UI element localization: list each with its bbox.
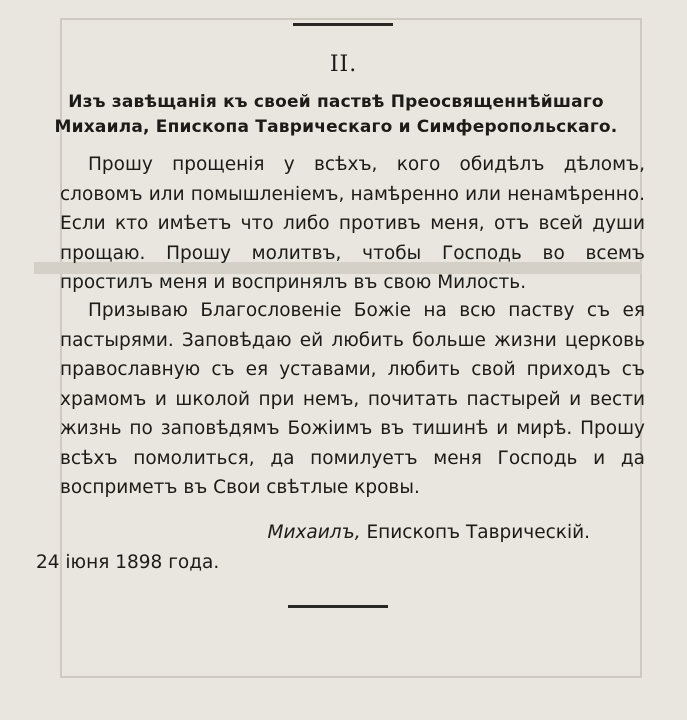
- section-number: II.: [329, 52, 358, 77]
- signature-line: [0, 522, 590, 543]
- bottom-divider-rule: [288, 605, 388, 608]
- paragraph-forgiveness: Прошу прощенія у всѣхъ, кого обидѣлъ дѣломъ, словомъ или помышленіемъ, намѣренно или ненамѣренно. Если кто имѣетъ что либо противъ меня, отъ всей души прощаю. Прошу молитвъ, чтобы Господь во всемъ простилъ меня и воспринялъ въ свою Милость.: [60, 154, 645, 293]
- signature-name: Михаилъ,: [267, 522, 361, 543]
- section-heading: Изъ завѣщанія къ своей паствѣ Преосвященнѣйшаго Михаила, Епископа Таврическаго и Симферопольскаго.: [54, 92, 618, 137]
- document-date: 24 іюня 1898 года.: [36, 552, 220, 573]
- paragraph-blessing: Призываю Благословеніе Божіе на всю паству съ ея пастырями. Заповѣдаю ей любить больше жизни церковь православную съ ея уставами, любить свой приходъ съ храмомъ и школой при немъ, почитать пастырей и вести жизнь по заповѣдямъ Божіимъ въ тишинѣ и мирѣ. Прошу всѣхъ помолиться, да помилуетъ меня Господь и да восприметъ въ Свои свѣтлые кровы.: [60, 300, 645, 498]
- top-divider-rule: [293, 23, 393, 26]
- signature-title: Епископъ Таврическій.: [366, 522, 590, 543]
